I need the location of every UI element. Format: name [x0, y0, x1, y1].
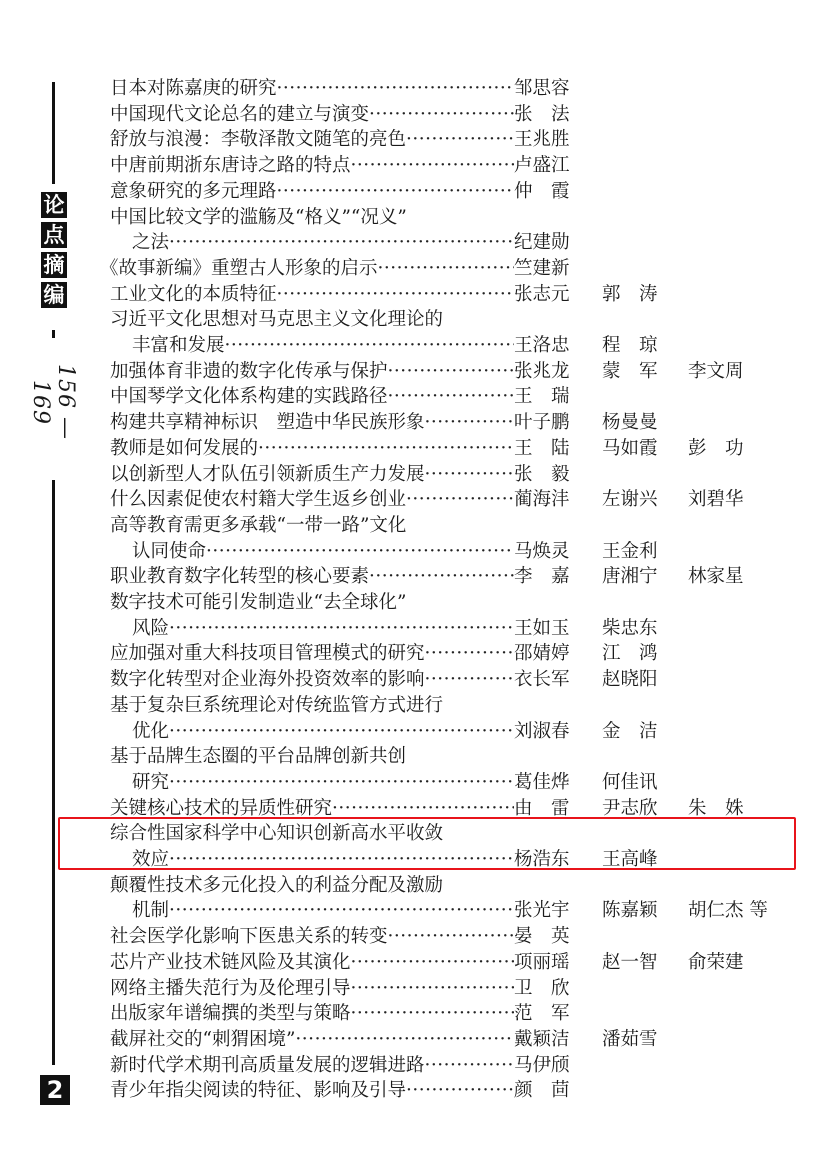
toc-entry-author: 张 法	[514, 103, 570, 125]
toc-entry-author: 张兆龙	[514, 360, 570, 382]
highlight-box	[58, 817, 796, 870]
toc-entry-title: 新时代学术期刊高质量发展的逻辑进路 ·····	[110, 1053, 514, 1079]
toc-entry[interactable]	[0, 976, 825, 1002]
toc-entry-author: 戴颖洁	[514, 1028, 570, 1050]
toc-entry-title: 关键核心技术的异质性研究 ·····	[110, 796, 514, 822]
toc-entry-title: 中国琴学文化体系构建的实践路径 ·····	[110, 384, 514, 410]
toc-entry-title: 中国比较文学的滥觞及“格义”“况义”	[110, 206, 407, 228]
toc-entry-title: 职业教育数字化转型的核心要素 ·····	[110, 564, 514, 590]
toc-entry-title: 以创新型人才队伍引领新质生产力发展 ·····	[110, 462, 514, 488]
toc-entry-title: 习近平文化思想对马克思主义文化理论的	[110, 309, 444, 331]
toc-entry[interactable]	[0, 179, 825, 205]
toc-entry-author: 左谢兴	[602, 489, 658, 511]
toc-entry-author: 杨曼曼	[602, 412, 658, 434]
toc-entry[interactable]	[0, 1053, 825, 1079]
toc-entry-author: 卫 欣	[514, 977, 570, 999]
toc-entry-author: 晏 英	[514, 926, 570, 948]
toc-entry-author: 俞荣建	[688, 951, 744, 973]
toc-entry-title: 效应 ·····	[132, 847, 514, 873]
toc-entry[interactable]	[0, 462, 825, 488]
toc-entry[interactable]	[0, 333, 825, 359]
toc-entry-author: 李文周	[688, 360, 744, 382]
toc-entry-title: 舒放与浪漫：李敬泽散文随笔的亮色 ·····	[110, 127, 514, 153]
toc-entry-author: 赵一智	[602, 951, 658, 973]
toc-entry[interactable]	[0, 616, 825, 642]
toc-entry-author: 王高峰	[602, 849, 658, 870]
toc-entry-author: 何佳讯	[602, 771, 658, 793]
toc-entry-author: 叶子鹏	[514, 412, 570, 434]
toc-entry-author: 马焕灵	[514, 540, 570, 562]
toc-entry-author: 王 陆	[514, 437, 570, 459]
toc-entry-author: 王洛忠	[514, 335, 570, 356]
toc-entry-title: 截屏社交的“刺猬困境” ·····	[110, 1027, 514, 1053]
toc-entry-author: 程 琼	[602, 335, 658, 356]
toc-entry-title: 日本对陈嘉庚的研究 ·····	[110, 76, 514, 102]
toc-entry-title: 基于品牌生态圈的平台品牌创新共创	[110, 746, 407, 768]
toc-entry-title: 数字化转型对企业海外投资效率的影响 ·····	[110, 667, 514, 693]
toc-entry-author: 李 嘉	[514, 566, 570, 588]
toc-entry-title: 中国现代文论总名的建立与演变 ·····	[110, 102, 514, 128]
toc-entry-author: 刘淑春	[514, 720, 570, 742]
toc-entry-author: 潘茹雪	[602, 1028, 658, 1050]
toc-entry-author: 张 毅	[514, 463, 570, 485]
toc-entry[interactable]	[0, 1027, 825, 1053]
toc-entry[interactable]	[0, 359, 825, 385]
toc-entry-author: 柴忠东	[602, 617, 658, 639]
toc-entry[interactable]	[0, 256, 825, 282]
toc-entry-author: 颜 茴	[514, 1080, 570, 1102]
toc-entry-author: 项丽瑶	[514, 951, 570, 973]
toc-entry-title: 认同使命 ·····	[132, 539, 514, 565]
toc-entry[interactable]	[0, 384, 825, 410]
toc-entry-title: 工业文化的本质特征 ·····	[110, 282, 514, 308]
toc-entry-author: 卢盛江	[514, 155, 570, 177]
toc-entry-title: 芯片产业技术链风险及其演化 ·····	[110, 950, 514, 976]
toc-entry[interactable]	[0, 744, 825, 770]
toc-entry[interactable]	[0, 590, 825, 616]
toc-entry-author: 杨浩东	[514, 849, 570, 870]
toc-entry-author: 朱 姝	[688, 797, 744, 819]
toc-entry-title: 数字技术可能引发制造业“去全球化”	[110, 592, 407, 613]
toc-entry-title: 颠覆性技术多元化投入的利益分配及激励	[110, 874, 444, 896]
toc-entry[interactable]	[0, 1078, 825, 1104]
toc-entry-title: 出版家年谱编撰的类型与策略 ·····	[110, 1001, 514, 1027]
toc-entry-author: 王兆胜	[514, 129, 570, 151]
section-title-char: 点	[41, 222, 67, 248]
toc-entry[interactable]	[0, 719, 825, 745]
toc-entry-author: 尹志欣	[602, 797, 658, 819]
toc-entry-author: 张光宇	[514, 900, 570, 922]
toc-entry[interactable]	[0, 770, 825, 796]
toc-entry-title: 高等教育需更多承载“一带一路”文化	[110, 514, 407, 536]
toc-entry[interactable]	[0, 487, 825, 513]
toc-entry-author: 蒙 军	[602, 360, 658, 382]
toc-entry-author: 胡仁杰 等	[688, 900, 768, 922]
toc-entry-title: 应加强对重大科技项目管理模式的研究 ·····	[110, 641, 514, 667]
toc-entry-author: 由 雷	[514, 797, 570, 819]
toc-entry-author: 葛佳烨	[514, 771, 570, 793]
toc-entry[interactable]	[0, 205, 825, 231]
toc-entry-title: 《故事新编》重塑古人形象的启示 ·····	[100, 256, 514, 282]
toc-entry[interactable]	[0, 667, 825, 693]
toc-entry-author: 王 瑞	[514, 386, 570, 408]
toc-entry-title: 网络主播失范行为及伦理引导 ·····	[110, 976, 514, 1002]
toc-entry-author: 纪建勋	[514, 232, 570, 254]
toc-entry-title: 丰富和发展 ·····	[132, 333, 514, 359]
toc-entry[interactable]	[0, 898, 825, 924]
toc-entry-author: 郭 涛	[602, 283, 658, 305]
toc-entry-title: 机制 ·····	[132, 898, 514, 924]
toc-entry-author: 范 军	[514, 1003, 570, 1025]
toc-entry-author: 陈嘉颖	[602, 900, 658, 922]
toc-entry-title: 加强体育非遗的数字化传承与保护 ·····	[110, 359, 514, 385]
toc-entry-author: 林家星	[688, 566, 744, 588]
toc-entry-author: 竺建新	[514, 257, 570, 279]
section-title-char: 编	[41, 282, 67, 308]
toc-entry-author: 金 洁	[602, 720, 658, 742]
toc-entry-author: 王金利	[602, 540, 658, 562]
toc-entry-author: 马伊颀	[514, 1054, 570, 1076]
toc-entry-title: 意象研究的多元理路 ·····	[110, 179, 514, 205]
toc-entry-author: 邵婧婷	[514, 643, 570, 665]
toc-entry[interactable]	[0, 539, 825, 565]
toc-entry-title: 基于复杂巨系统理论对传统监管方式进行	[110, 694, 444, 716]
toc-entry-author: 蔺海沣	[514, 489, 570, 511]
toc-entry-title: 之法 ·····	[132, 230, 514, 256]
toc-entry-title: 教师是如何发展的 ·····	[110, 436, 514, 462]
toc-entry[interactable]	[0, 76, 825, 102]
toc-entry[interactable]	[0, 693, 825, 719]
toc-entry-author: 唐湘宁	[602, 566, 658, 588]
toc-entry-title: 综合性国家科学中心知识创新高水平收敛	[110, 823, 444, 845]
toc-entry-title: 什么因素促使农村籍大学生返乡创业 ·····	[110, 487, 514, 513]
toc-entry[interactable]	[0, 641, 825, 667]
toc-entry[interactable]	[0, 436, 825, 462]
toc-entry-title: 社会医学化影响下医患关系的转变 ·····	[110, 924, 514, 950]
page-number: 2	[40, 1075, 70, 1105]
toc-entry[interactable]	[0, 282, 825, 308]
toc-entry[interactable]	[0, 564, 825, 590]
section-title-char: 论	[41, 192, 67, 218]
toc-entry-title: 风险 ·····	[132, 616, 514, 642]
toc-entry-author: 衣长军	[514, 669, 570, 691]
toc-entry-author: 邹思容	[514, 78, 570, 99]
section-title-char: 摘	[41, 252, 67, 278]
toc-entry-title: 优化 ·····	[132, 719, 514, 745]
toc-entry-title: 研究 ·····	[132, 770, 514, 796]
toc-entry-author: 刘碧华	[688, 489, 744, 511]
toc-entry[interactable]	[0, 924, 825, 950]
toc-entry[interactable]	[0, 873, 825, 899]
toc-entry-author: 赵晓阳	[602, 669, 658, 691]
toc-entry[interactable]	[0, 102, 825, 128]
toc-entry-author: 张志元	[514, 283, 570, 305]
toc-entry-author: 王如玉	[514, 617, 570, 639]
toc-entry[interactable]	[0, 307, 825, 333]
toc-entry[interactable]	[0, 153, 825, 179]
toc-entry-author: 仲 霞	[514, 180, 570, 202]
page-range: 156 — 169	[28, 364, 78, 440]
toc-entry-author: 马如霞	[602, 437, 658, 459]
toc-entry-title: 构建共享精神标识 塑造中华民族形象 ·····	[110, 410, 514, 436]
toc-entry[interactable]	[0, 230, 825, 256]
toc-entry-title: 青少年指尖阅读的特征、影响及引导 ·····	[110, 1078, 514, 1104]
toc-entry[interactable]	[0, 513, 825, 539]
toc-entry[interactable]	[0, 950, 825, 976]
toc-entry-author: 江 鸿	[602, 643, 658, 665]
toc-entry-title: 中唐前期浙东唐诗之路的特点 ·····	[110, 153, 514, 179]
toc-entry[interactable]	[0, 1001, 825, 1027]
toc-entry[interactable]	[0, 410, 825, 436]
toc-entry-author: 彭 功	[688, 437, 744, 459]
toc-entry[interactable]	[0, 127, 825, 153]
